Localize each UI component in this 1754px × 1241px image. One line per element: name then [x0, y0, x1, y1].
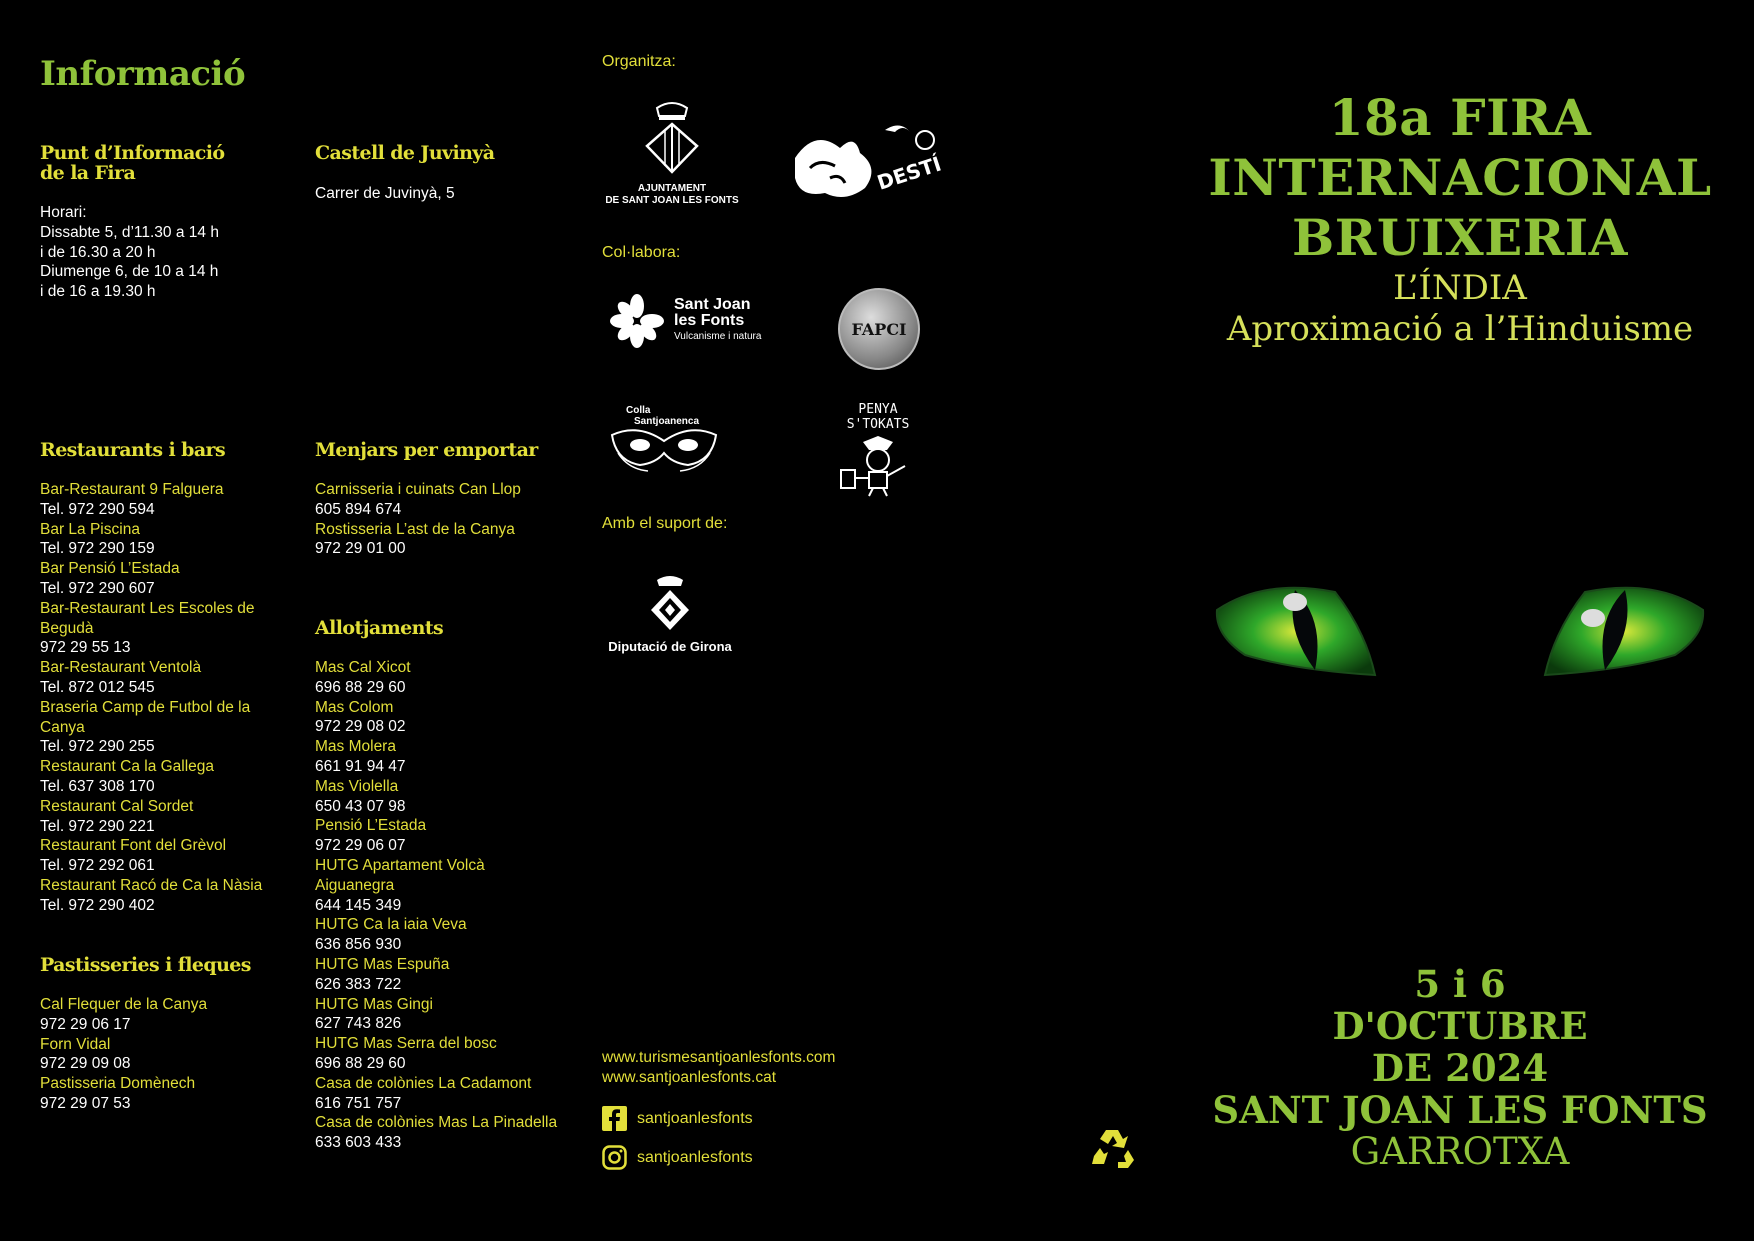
- allotjament-name: Pensió L’Estada: [315, 817, 427, 835]
- restaurant-name: Braseria Camp de Futbol de la Canya: [40, 698, 251, 736]
- ajuntament-logo: [598, 98, 746, 208]
- cover-date: 5 i 6 D'OCTUBRE DE 2024 SANT JOAN LES FONTS GARROTXA: [1212, 962, 1708, 1173]
- allotjament-phone: 972 29 06 07: [315, 837, 406, 855]
- allotjament-phone: 627 743 826: [315, 1015, 402, 1033]
- restaurant-name: Restaurant Cal Sordet: [40, 797, 194, 815]
- jester-icon: [833, 432, 923, 498]
- restaurant-name: Bar-Restaurant 9 Falguera: [40, 481, 224, 498]
- allotjament-phone: 696 88 29 60: [315, 1054, 406, 1072]
- allotjament-item: [315, 995, 565, 1035]
- witch-icon: [785, 118, 955, 208]
- pastisseries-section: [40, 955, 280, 1114]
- web-link-ajuntament[interactable]: www.santjoanlesfonts.cat: [602, 1069, 777, 1086]
- menjar-item: [315, 520, 565, 560]
- pastisseries-heading: Pastisseries i fleques: [40, 954, 251, 976]
- diputacio-logo: Diputació de Girona: [600, 572, 740, 654]
- fapci-logo: FAPCI: [838, 288, 920, 370]
- allotjament-item: [315, 915, 565, 955]
- penya-logo: PENYA S'TOKATS: [830, 402, 926, 502]
- allotjament-name: Mas Cal Xicot: [315, 659, 411, 676]
- allotjament-phone: 626 383 722: [315, 975, 402, 993]
- colla-logo: Colla Santjoanenca: [608, 403, 720, 475]
- organitza-label: Organitza:: [602, 53, 676, 70]
- pastisseria-name: Forn Vidal: [40, 1035, 111, 1053]
- pastisseria-phone: 972 29 06 17: [40, 1015, 131, 1033]
- desti-logo: [785, 118, 955, 208]
- restaurant-phone: 972 29 55 13: [40, 639, 131, 657]
- pastisseria-item: [40, 995, 280, 1035]
- restaurant-item: [40, 876, 280, 916]
- sjf-logo: Sant Joan les Fonts Vulcanisme i natura: [608, 292, 761, 350]
- restaurant-phone: Tel. 972 290 159: [40, 540, 155, 558]
- web-links: [602, 1048, 835, 1088]
- restaurant-name: Bar-Restaurant Ventolà: [40, 659, 202, 677]
- svg-text:DESTÍ: DESTÍ: [874, 151, 945, 195]
- allotjament-phone: 616 751 757: [315, 1094, 402, 1112]
- allotjament-item: [315, 1034, 565, 1074]
- info-title: Informació: [40, 54, 246, 94]
- allotjament-phone: 661 91 94 47: [315, 757, 406, 775]
- restaurant-name: Restaurant Racó de Ca la Nàsia: [40, 876, 263, 894]
- allotjament-name: HUTG Mas Espuña: [315, 955, 450, 973]
- allotjament-item: [315, 816, 565, 856]
- castell-juvinya: [315, 143, 565, 204]
- collabora-label: Col·labora:: [602, 244, 681, 261]
- restaurant-item: [40, 658, 280, 698]
- menjar-item: [315, 480, 565, 520]
- restaurant-item: [40, 757, 280, 797]
- restaurant-phone: Tel. 972 292 061: [40, 857, 155, 875]
- allotjament-name: Mas Colom: [315, 698, 394, 716]
- restaurant-item: [40, 599, 280, 658]
- restaurants-list: [40, 480, 280, 916]
- restaurants-section: [40, 440, 280, 916]
- instagram-icon: [602, 1145, 627, 1170]
- menjar-name: Carnisseria i cuinats Can Llop: [315, 481, 521, 498]
- allotjaments-heading: Allotjaments: [315, 617, 444, 639]
- restaurant-name: Bar Pensió L’Estada: [40, 560, 180, 578]
- allotjament-item: [315, 955, 565, 995]
- recycle-icon: [1090, 1126, 1136, 1175]
- punt-horari: Horari: Dissabte 5, d’11.30 a 14 h i de 16.30 a 20 h Diumenge 6, de 10 a 14 h i de 16 a 19.30 h: [40, 204, 219, 301]
- allotjament-item: [315, 658, 565, 698]
- instagram-link[interactable]: santjoanlesfonts: [602, 1145, 753, 1170]
- pastisseria-name: Pastisseria Domènech: [40, 1075, 196, 1093]
- restaurant-phone: Tel. 637 308 170: [40, 777, 155, 795]
- menjar-phone: 605 894 674: [315, 500, 402, 518]
- web-link-turisme[interactable]: www.turismesantjoanlesfonts.com: [602, 1049, 836, 1066]
- allotjament-phone: 696 88 29 60: [315, 678, 406, 696]
- restaurant-item: [40, 559, 280, 599]
- restaurant-phone: Tel. 972 290 402: [40, 896, 155, 914]
- allotjament-item: [315, 698, 565, 738]
- restaurant-item: [40, 836, 280, 876]
- restaurant-name: Bar-Restaurant Les Escoles de Begudà: [40, 599, 255, 637]
- restaurant-phone: Tel. 872 012 545: [40, 678, 155, 696]
- restaurants-heading: Restaurants i bars: [40, 439, 226, 461]
- allotjaments-section: [315, 618, 565, 1153]
- pastisseria-item: [40, 1035, 280, 1075]
- restaurant-phone: Tel. 972 290 607: [40, 579, 155, 597]
- pastisseries-list: [40, 995, 280, 1114]
- restaurant-name: Bar La Piscina: [40, 520, 140, 538]
- allotjament-name: HUTG Ca la iaia Veva: [315, 916, 467, 934]
- ajuntament-shield-icon: [637, 98, 707, 178]
- facebook-icon: [602, 1106, 627, 1131]
- restaurant-phone: Tel. 972 290 594: [40, 500, 155, 518]
- pastisseria-name: Cal Flequer de la Canya: [40, 996, 208, 1013]
- pastisseria-item: [40, 1074, 280, 1114]
- restaurant-name: Restaurant Ca la Gallega: [40, 758, 215, 776]
- restaurant-item: [40, 480, 280, 520]
- restaurant-phone: Tel. 972 290 255: [40, 738, 155, 756]
- allotjament-item: [315, 856, 565, 915]
- restaurant-phone: Tel. 972 290 221: [40, 817, 155, 835]
- allotjament-item: [315, 777, 565, 817]
- diputacio-shield-icon: [645, 572, 695, 634]
- restaurant-item: [40, 698, 280, 757]
- allotjament-name: Casa de colònies Mas La Pinadella: [315, 1114, 558, 1132]
- allotjament-phone: 644 145 349: [315, 896, 402, 914]
- restaurant-item: [40, 520, 280, 560]
- allotjament-name: HUTG Mas Serra del bosc: [315, 1035, 497, 1053]
- allotjament-phone: 972 29 08 02: [315, 718, 406, 736]
- cat-eyes-image: [1215, 580, 1705, 690]
- punt-heading: Punt d’Informació de la Fira: [40, 142, 225, 184]
- menjar-phone: 972 29 01 00: [315, 540, 406, 558]
- pastisseria-phone: 972 29 09 08: [40, 1055, 131, 1073]
- allotjament-name: Mas Violella: [315, 777, 399, 795]
- castell-heading: Castell de Juvinyà: [315, 142, 495, 164]
- flower-icon: [608, 292, 666, 350]
- menjar-name: Rostisseria L’ast de la Canya: [315, 520, 515, 538]
- allotjament-name: HUTG Mas Gingi: [315, 995, 433, 1013]
- allotjament-item: [315, 737, 565, 777]
- allotjament-item: [315, 1113, 565, 1153]
- cover-title: 18a FIRA INTERNACIONAL BRUIXERIA L’ÍNDIA Aproximació a l’Hinduisme: [1208, 88, 1712, 349]
- restaurant-name: Restaurant Font del Grèvol: [40, 837, 227, 855]
- menjars-section: [315, 440, 565, 559]
- suport-label: Amb el suport de:: [602, 515, 728, 532]
- ajuntament-caption: AJUNTAMENT DE SANT JOAN LES FONTS: [605, 183, 739, 206]
- castell-address: Carrer de Juvinyà, 5: [315, 185, 455, 202]
- punt-informacio: [40, 143, 280, 302]
- menjars-heading: Menjars per emportar: [315, 439, 538, 461]
- allotjament-phone: 633 603 433: [315, 1134, 402, 1152]
- allotjament-name: Casa de colònies La Cadamont: [315, 1074, 532, 1092]
- restaurant-item: [40, 797, 280, 837]
- allotjament-item: [315, 1074, 565, 1114]
- allotjament-phone: 650 43 07 98: [315, 797, 406, 815]
- allotjaments-list: [315, 658, 565, 1153]
- facebook-link[interactable]: santjoanlesfonts: [602, 1106, 753, 1131]
- allotjament-phone: 636 856 930: [315, 936, 402, 954]
- pastisseria-phone: 972 29 07 53: [40, 1094, 131, 1112]
- allotjament-name: Mas Molera: [315, 738, 396, 756]
- menjars-list: [315, 480, 565, 559]
- allotjament-name: HUTG Apartament Volcà Aiguanegra: [315, 856, 485, 894]
